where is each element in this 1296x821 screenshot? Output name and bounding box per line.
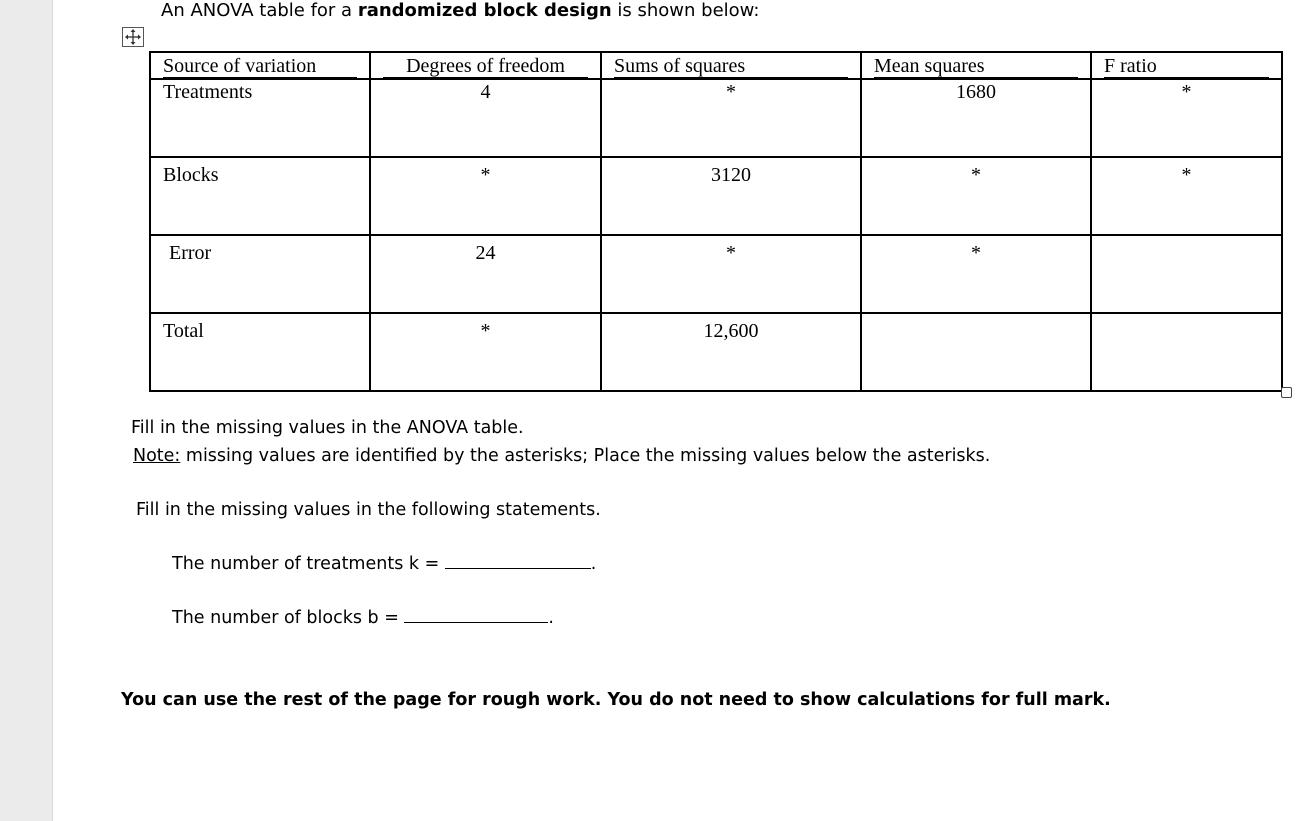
cell-value: * xyxy=(1181,164,1192,186)
cell-f[interactable] xyxy=(1091,235,1282,313)
cell-ms[interactable] xyxy=(861,235,1091,313)
cell-ms[interactable] xyxy=(861,313,1091,391)
cell-value: Total xyxy=(163,320,204,342)
blocks-statement xyxy=(172,608,554,628)
cell-df[interactable] xyxy=(370,157,601,235)
table-move-handle-icon[interactable] xyxy=(122,27,144,47)
header-cell xyxy=(370,52,601,79)
cell-value: * xyxy=(1181,81,1192,103)
rough-work-note: You can use the rest of the page for rough work. You do not need to show calculations for full mark. xyxy=(121,690,1111,710)
cell-value: 4 xyxy=(480,81,491,103)
intro-bold: randomized block design xyxy=(357,0,612,21)
blocks-blank[interactable] xyxy=(404,608,548,623)
treatments-label: The number of treatments k = xyxy=(172,554,445,574)
cell-source[interactable] xyxy=(150,313,370,391)
table-resize-handle[interactable] xyxy=(1281,387,1292,398)
blocks-end: . xyxy=(548,608,554,628)
header-df: Degrees of freedom xyxy=(383,56,588,78)
cell-ss[interactable] xyxy=(601,157,861,235)
cell-source[interactable] xyxy=(150,157,370,235)
cell-f[interactable] xyxy=(1091,79,1282,157)
header-ss: Sums of squares xyxy=(614,56,848,78)
cell-ms[interactable] xyxy=(861,79,1091,157)
cell-value: Treatments xyxy=(163,81,253,103)
cell-df[interactable] xyxy=(370,235,601,313)
header-cell xyxy=(1091,52,1282,79)
cell-df[interactable] xyxy=(370,313,601,391)
cell-f[interactable] xyxy=(1091,157,1282,235)
document-gutter xyxy=(0,0,53,821)
header-cell xyxy=(861,52,1091,79)
header-ms: Mean squares xyxy=(874,56,1078,78)
cell-value: 1680 xyxy=(956,81,996,103)
cell-ss[interactable] xyxy=(601,235,861,313)
treatments-statement xyxy=(172,554,596,574)
note-text: missing values are identified by the asterisks; Place the missing values below the asterisks. xyxy=(180,446,991,466)
cell-source[interactable] xyxy=(150,79,370,157)
cell-value: Error xyxy=(169,242,212,264)
table-row-treatments xyxy=(150,79,1282,157)
cell-f[interactable] xyxy=(1091,313,1282,391)
note-label: Note: xyxy=(133,446,181,466)
cell-value: * xyxy=(971,164,981,186)
treatments-blank[interactable] xyxy=(445,554,591,569)
header-source: Source of variation xyxy=(163,56,357,78)
header-cell xyxy=(150,52,370,79)
cell-value: * xyxy=(480,320,491,342)
cell-value: 24 xyxy=(475,242,496,264)
table-row-total xyxy=(150,313,1282,391)
fill-statements-instruction: Fill in the missing values in the following statements. xyxy=(136,500,601,520)
treatments-end: . xyxy=(590,554,597,574)
table-row-blocks xyxy=(150,157,1282,235)
cell-df[interactable] xyxy=(370,79,601,157)
anova-table xyxy=(149,51,1283,392)
blocks-label: The number of blocks b = xyxy=(172,608,405,628)
cell-value: * xyxy=(480,164,491,186)
cell-value: * xyxy=(971,242,981,264)
cell-value: 3120 xyxy=(711,164,751,186)
cell-ms[interactable] xyxy=(861,157,1091,235)
cell-value: 12,600 xyxy=(703,320,759,342)
intro-prefix: An ANOVA table for a xyxy=(161,0,358,21)
cell-value: * xyxy=(726,81,736,103)
intro-suffix: is shown below: xyxy=(611,0,760,21)
table-header-row xyxy=(150,52,1282,79)
table-row-error xyxy=(150,235,1282,313)
cell-ss[interactable] xyxy=(601,79,861,157)
fill-table-instruction: Fill in the missing values in the ANOVA table. xyxy=(131,418,524,438)
cell-source[interactable] xyxy=(150,235,370,313)
note-line xyxy=(133,446,990,466)
cell-value: Blocks xyxy=(163,164,219,186)
cell-ss[interactable] xyxy=(601,313,861,391)
header-f: F ratio xyxy=(1104,56,1269,78)
cell-value: * xyxy=(726,242,736,264)
intro-sentence xyxy=(161,0,759,21)
header-cell xyxy=(601,52,861,79)
